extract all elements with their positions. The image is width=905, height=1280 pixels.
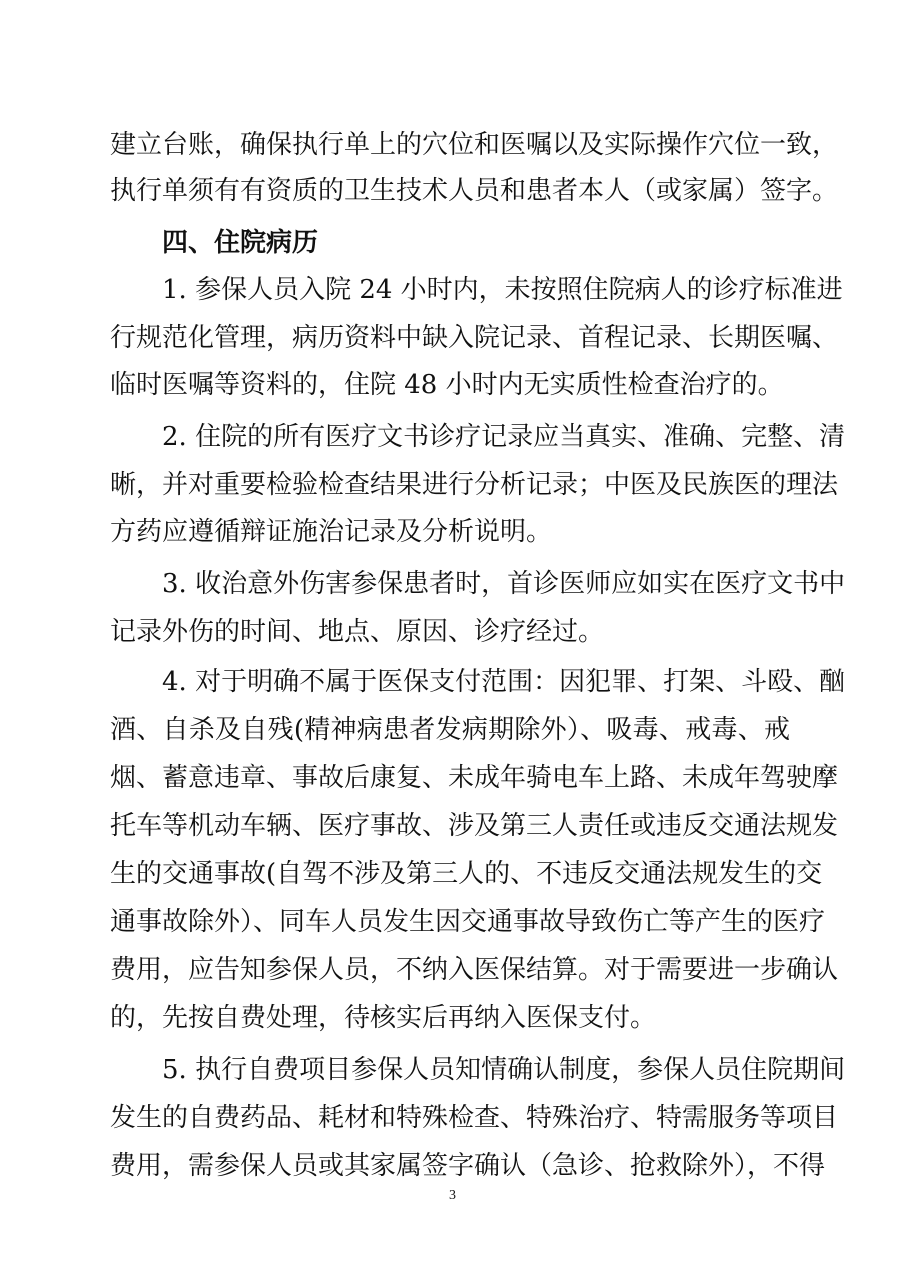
item-4-line-1: 4. 对于明确不属于医保支付范围：因犯罪、打架、斗殴、酗 — [162, 667, 846, 697]
item-5-line-2: 发生的自费药品、耗材和特殊检查、特殊治疗、特需服务等项目 — [110, 1103, 839, 1133]
section-heading: 四、住院病历 — [162, 228, 319, 258]
item-4-line-4: 托车等机动车辆、医疗事故、涉及第三人责任或违反交通法规发 — [110, 811, 839, 841]
item-4-line-8: 的，先按自费处理，待核实后再纳入医保支付。 — [110, 1003, 657, 1033]
paragraph-line-1: 建立台账，确保执行单上的穴位和医嘱以及实际操作穴位一致， — [110, 130, 839, 160]
item-3-line-2: 记录外伤的时间、地点、原因、诊疗经过。 — [110, 617, 605, 647]
item-2-line-1: 2. 住院的所有医疗文书诊疗记录应当真实、准确、完整、清 — [162, 422, 846, 452]
item-5-line-3: 费用，需参保人员或其家属签字确认（急诊、抢救除外），不得 — [110, 1151, 826, 1181]
item-5-line-1: 5. 执行自费项目参保人员知情确认制度，参保人员住院期间 — [162, 1055, 846, 1085]
item-4-line-2: 酒、自杀及自残(精神病患者发病期除外）、吸毒、戒毒、戒 — [110, 715, 790, 745]
item-1-line-3: 临时医嘱等资料的，住院 48 小时内无实质性检查治疗的。 — [110, 370, 784, 400]
item-1-line-2: 行规范化管理，病历资料中缺入院记录、首程记录、长期医嘱、 — [110, 323, 839, 353]
item-2-line-2: 晰，并对重要检验检查结果进行分析记录；中医及民族医的理法 — [110, 470, 839, 500]
item-2-line-3: 方药应遵循辩证施治记录及分析说明。 — [110, 517, 553, 547]
page-number: 3 — [449, 1188, 456, 1203]
item-3-line-1: 3. 收治意外伤害参保患者时，首诊医师应如实在医疗文书中 — [162, 569, 846, 599]
item-4-line-3: 烟、蓄意违章、事故后康复、未成年骑电车上路、未成年驾驶摩 — [110, 763, 839, 793]
item-4-line-6: 通事故除外）、同车人员发生因交通事故导致伤亡等产生的医疗 — [110, 907, 826, 937]
item-4-line-7: 费用，应告知参保人员，不纳入医保结算。对于需要进一步确认 — [110, 955, 839, 985]
paragraph-line-2: 执行单须有有资质的卫生技术人员和患者本人（或家属）签字。 — [110, 176, 839, 206]
item-4-line-5: 生的交通事故(自驾不涉及第三人的、不违反交通法规发生的交 — [110, 859, 823, 889]
item-1-line-1: 1. 参保人员入院 24 小时内，未按照住院病人的诊疗标准进 — [162, 275, 843, 305]
